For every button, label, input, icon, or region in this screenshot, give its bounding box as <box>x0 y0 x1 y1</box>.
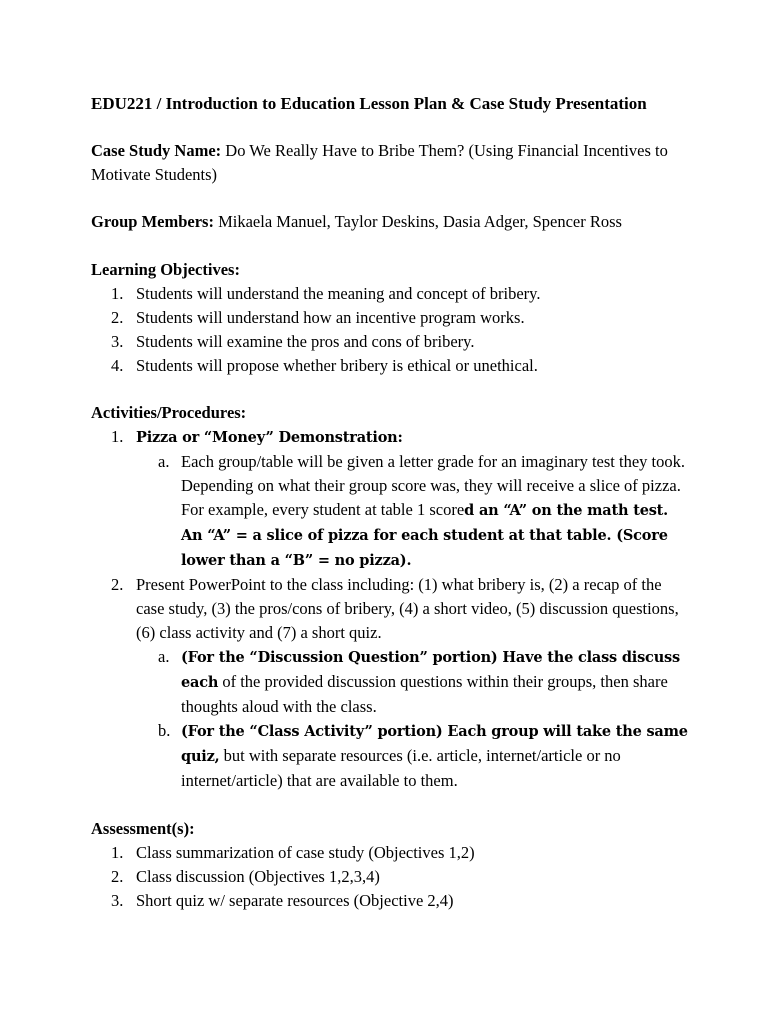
list-item <box>91 282 691 306</box>
group-members <box>91 210 691 234</box>
list-item <box>91 330 691 354</box>
sublist-item-bold-text: d an “A” on the math test. An “A” = a slice of pizza for each student at that table. (Score lower than a “B” = no pizza). <box>181 502 669 569</box>
list-marker: 3. <box>111 332 124 351</box>
list-item-text: Short quiz w/ separate resources (Objective 2,4) <box>136 891 454 910</box>
list-item <box>91 841 691 865</box>
list-item <box>91 573 691 793</box>
assessments-heading: Assessment(s): <box>91 819 195 838</box>
assessments-list <box>91 841 691 913</box>
list-item <box>91 425 691 573</box>
list-item <box>91 889 691 913</box>
sublist-item-bold-text: (For the “Class Activity” portion) Each group will take the same quiz, <box>181 723 688 765</box>
list-marker: 2. <box>111 575 124 594</box>
list-marker: 1. <box>111 284 124 303</box>
learning-objectives-list <box>91 282 691 378</box>
list-item <box>91 354 691 378</box>
list-marker: 1. <box>111 843 124 862</box>
activities-section <box>91 401 691 793</box>
activities-sublist <box>136 645 691 793</box>
list-marker: 1. <box>111 427 124 446</box>
sublist-item-text: Each group/table will be given a letter grade for an imaginary test they took. Depending on what their group score was, they will receive a slice of pizza. For example, every student at table 1 score <box>181 452 685 519</box>
case-study-value: Do We Really Have to Bribe Them? (Using Financial Incentives to Motivate Students) <box>91 141 668 184</box>
list-marker: 2. <box>111 308 124 327</box>
list-item-text: Pizza or “Money” Demonstration: <box>136 429 403 446</box>
sublist-marker: a. <box>158 452 170 471</box>
case-study-label: Case Study Name: <box>91 141 222 160</box>
learning-objectives-section <box>91 258 691 378</box>
sublist-item-bold-text: (For the “Discussion Question” portion) Have the class discuss each <box>181 649 680 691</box>
list-item-text: Class summarization of case study (Objectives 1,2) <box>136 843 475 862</box>
list-item-text: Students will examine the pros and cons of bribery. <box>136 332 475 351</box>
list-marker: 3. <box>111 891 124 910</box>
group-members-label: Group Members: <box>91 212 214 231</box>
learning-objectives-heading: Learning Objectives: <box>91 260 240 279</box>
document-page <box>91 92 691 913</box>
activities-list <box>91 425 691 793</box>
list-item-text: Present PowerPoint to the class including: (1) what bribery is, (2) a recap of the case study, (3) the pros/cons of bribery, (4) a short video, (5) discussion questions, (6) class activity and (7) a short quiz. <box>136 575 679 642</box>
activities-sublist <box>136 450 691 573</box>
list-marker: 2. <box>111 867 124 886</box>
list-item-text: Students will propose whether bribery is ethical or unethical. <box>136 356 538 375</box>
sublist-item <box>136 645 691 719</box>
group-members-value: Mikaela Manuel, Taylor Deskins, Dasia Adger, Spencer Ross <box>218 212 622 231</box>
document-title: EDU221 / Introduction to Education Lesson Plan & Case Study Presentation <box>91 94 647 113</box>
list-item-text: Students will understand the meaning and concept of bribery. <box>136 284 541 303</box>
case-study-name <box>91 139 691 187</box>
list-item-text: Students will understand how an incentive program works. <box>136 308 525 327</box>
assessments-section <box>91 817 691 913</box>
sublist-item <box>136 450 691 573</box>
list-item-text: Class discussion (Objectives 1,2,3,4) <box>136 867 380 886</box>
sublist-marker: a. <box>158 647 170 666</box>
list-marker: 4. <box>111 356 124 375</box>
list-item <box>91 865 691 889</box>
activities-heading: Activities/Procedures: <box>91 403 247 422</box>
sublist-marker: b. <box>158 721 171 740</box>
sublist-item-text: of the provided discussion questions within their groups, then share thoughts aloud with the class. <box>181 672 668 716</box>
sublist-item-text: but with separate resources (i.e. article, internet/article or no internet/article) that are available to them. <box>181 746 621 790</box>
list-item <box>91 306 691 330</box>
sublist-item <box>136 719 691 793</box>
